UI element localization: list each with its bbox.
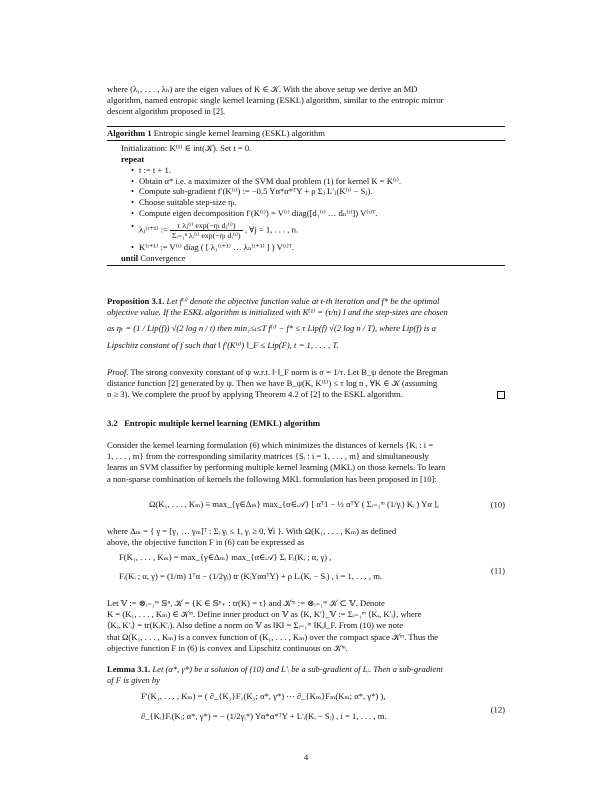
algorithm-step: • t := t + 1.: [131, 165, 505, 176]
page-number: 4: [303, 752, 309, 762]
proposition-label: Proposition 3.1.: [107, 296, 165, 306]
algorithm-steps: [121, 165, 505, 253]
lambda-denominator: Σᵢ₌₁ⁿ λᵢ⁽ᵗ⁾ exp(−ηₜ dᵢ⁽ᵗ⁾): [171, 230, 241, 240]
paragraph-line: ⟨Kᵢ, K′ᵢ⟩ = tr(KᵢK′ᵢ). Also define a norm on 𝕍 as ‖K‖ = Σᵢ₌₁ᵐ ‖Kᵢ‖_F. From (10) we note: [107, 620, 404, 631]
algorithm-step-kernel-update: • K⁽ᵗ⁺¹⁾ := V⁽ᵗ⁾ diag ( [ λ₁⁽ᵗ⁺¹⁾ … λₙ⁽ᵗ⁺¹⁾ ] ) V⁽ᵗ⁾ᵀ.: [131, 242, 505, 253]
algorithm-step: • Choose suitable step-size ηₜ.: [131, 197, 505, 208]
intro-line: algorithm, named entropic single kernel learning (ESKL) algorithm, similar to the entropic mirror: [107, 95, 444, 106]
paragraph-line: where Δₘ = { γ = [γ₁ … γₘ]ᵀ : Σᵢ γᵢ ≤ 1, γᵢ ≥ 0, ∀i }. With Ω(K₁, . . . , Kₘ) as defined: [107, 526, 397, 536]
paragraph-notation: [107, 598, 505, 654]
lemma-label: Lemma 3.1.: [107, 664, 151, 674]
paragraph-mkl: [107, 440, 505, 485]
paragraph-line: Consider the kernel learning formulation (6) which minimizes the distances of kernels {Kᵢ : i =: [107, 440, 434, 450]
algorithm-label: Algorithm 1: [107, 128, 152, 138]
equation-11-tag: (11): [491, 565, 505, 576]
intro-line: where (λ₁, . . . , λₙ) are the eigen values of K ∈ 𝒦. With the above setup we derive an MD: [107, 84, 418, 94]
paragraph-line: above, the objective function F in (6) can be expressed as: [107, 537, 305, 548]
algorithm-bottom-rule: [107, 265, 505, 266]
algorithm-title: Entropic single kernel learning (ESKL) algorithm: [153, 128, 325, 138]
intro-line: descent algorithm proposed in [2].: [107, 106, 226, 117]
lambda-fraction: [170, 221, 243, 240]
lemma-line: Let (α*, γ*) be a solution of (10) and L′ᵢ be a sub-gradient of Lᵢ. Then a sub-gradient: [152, 664, 443, 674]
qed-box: [497, 391, 505, 399]
paragraph-line: Let 𝕍 := ⊗ᵢ₌₁ᵐ 𝕊ⁿ, 𝒦 = {K ∈ 𝕊ⁿ₊ : tr(K) = τ} and 𝒦ᵐ := ⊗ᵢ₌₁ᵐ 𝒦 ⊂ 𝕍. Denote: [107, 598, 385, 608]
paragraph-line: that Ω(K₁, . . . , Kₘ) is a convex function of (K₁, . . . , Kₘ) over the compact space 𝒦ᵐ. Thus the: [107, 631, 439, 642]
proof: [107, 367, 505, 401]
until-condition: Convergence: [140, 252, 186, 263]
equation-11: [107, 550, 505, 592]
paragraph-line: objective function F in (6) is convex and Lipschitz continuous on 𝒦ᵐ.: [107, 642, 348, 653]
section-heading: [107, 418, 505, 429]
algorithm-body: [107, 141, 505, 263]
lambda-numerator: τ λⱼ⁽ᵗ⁾ exp(−ηₜ dⱼ⁽ᵗ⁾): [170, 221, 243, 231]
lemma-line: of F is given by: [107, 675, 160, 686]
lambda-lhs: λⱼ⁽ᵗ⁺¹⁾ :=: [139, 224, 168, 235]
equation-12-line: F′(K₁, . . . , Kₘ) = ( ∂_{K₁}F₁(K₁; α*, γ*) ⋯ ∂_{Kₘ}Fₘ(Kₘ; α*, γ*) ),: [141, 691, 386, 701]
paragraph-line: K = (K₁, . . . , Kₘ) ∈ 𝒦ᵐ. Define inner product on 𝕍 as ⟨K, K′⟩_𝕍 := Σᵢ₌₁ᵐ ⟨Kᵢ, K′ᵢ⟩, where: [107, 609, 422, 620]
algorithm-init: Initialization: K⁽¹⁾ ∈ int(𝒦). Set t = 0.: [121, 143, 252, 154]
proposition-line: Lipschitz constant of f such that ‖ f′(K⁽ᵗ⁾) ‖_F ≤ Lip(F), t = 1, . . . , T.: [107, 339, 339, 350]
proposition: [107, 296, 505, 351]
equation-11-line: Fᵢ(Kᵢ ; α, γ) = (1/m) 1ᵀα − (1/2γᵢ) tr (KᵢYααᵀY) + ρ Lᵢ(Kᵢ − Sᵢ) , i = 1, . . . , m.: [119, 571, 383, 582]
paragraph-line: learns an SVM classifier by performing multiple kernel learning (MKL) on those kernels. To learn: [107, 462, 446, 473]
equation-10-body: Ω(K₁, . . . , Kₘ) ≡ max_{γ∈Δₘ} max_{α∈𝒜} [ αᵀ1 − ½ αᵀY ( Σᵢ₌₁ᵐ (1/γᵢ) Kᵢ ) Yα ],: [149, 499, 440, 509]
algorithm-repeat: repeat: [121, 154, 145, 164]
until-keyword: until: [121, 252, 139, 263]
proof-label: Proof.: [107, 367, 129, 377]
equation-10-tag: (10): [490, 499, 505, 510]
proof-line: The strong convexity constant of ψ w.r.t. ‖·‖_F norm is σ = 1/τ. Let B_ψ denote the Bregman: [130, 367, 448, 377]
paragraph-line: a non-sparse combination of kernels the following MKL formulation has been proposed in [10]:: [107, 473, 437, 484]
section-number: 3.2: [107, 418, 118, 428]
equation-11-line: F(K₁, . . . , Kₘ) = max_{γ∈Δₘ} max_{α∈𝒜} Σᵢ Fᵢ(Kᵢ ; α, γ) ,: [119, 552, 332, 562]
algorithm-step: • Obtain α* i.e. a maximizer of the SVM dual problem (1) for kernel K = K⁽ᵗ⁾.: [131, 176, 505, 187]
algorithm-step: • Compute sub-gradient f′(K⁽ᵗ⁾) := −0.5 Yα*α*ᵀY + ρ Σⱼ L′ⱼ(K⁽ᵗ⁾ − Sⱼ).: [131, 186, 505, 197]
intro-paragraph: [107, 84, 505, 118]
proof-line: distance function [2] generated by ψ. Then we have B_ψ(K, K⁽¹⁾) ≤ τ log n , ∀K ∈ 𝒦 (assuming: [107, 378, 438, 389]
lemma: [107, 664, 505, 686]
equation-12-line: ∂_{Kᵢ}Fᵢ(Kᵢ; α*, γ*) = − (1/2γᵢ*) Yα*α*ᵀY + L′ᵢ(Kᵢ − Sᵢ) , i = 1, . . . , m.: [141, 711, 387, 722]
proposition-step-size: as ηₜ = (1 / Lip(f)) √(2 log n / t) then min₁≤ₜ≤T f⁽ᵗ⁾ − f* ≤ τ Lip(f) √(2 log n / T), where Lip(f) is a: [107, 323, 436, 334]
algorithm-caption: [107, 127, 505, 140]
algorithm-until: [107, 253, 505, 264]
proof-line: n ≥ 3). We complete the proof by applying Theorem 4.2 of [2] to the ESKL algorithm.: [107, 389, 403, 400]
algorithm-box: [107, 126, 505, 266]
equation-10: [107, 492, 505, 518]
lambda-rhs: , ∀j = 1, . . . , n.: [244, 224, 299, 235]
proposition-line: objective value. If the ESKL algorithm is initialized with K⁽¹⁾ = (τ/n) I and the step-sizes are chosen: [107, 307, 448, 318]
section-title: Entropic multiple kernel learning (EMKL) algorithm: [124, 418, 321, 428]
algorithm-step: • Compute eigen decomposition f′(K⁽ᵗ⁾) = V⁽ᵗ⁾ diag([d₁⁽ᵗ⁾ … dₙ⁽ᵗ⁾]) V⁽ᵗ⁾ᵀ.: [131, 208, 505, 219]
algorithm-step-lambda-update: [131, 219, 505, 242]
paragraph-line: 1, . . . , m} from the corresponding similarity matrices {Sᵢ : i = 1, . . . , m} and simultaneously: [107, 451, 429, 462]
paragraph-objective: [107, 526, 505, 548]
proposition-line: Let f⁽ᵗ⁾ denote the objective function value at t-th iteration and f* be the optimal: [166, 296, 440, 306]
equation-12-tag: (12): [490, 704, 505, 715]
equation-12: [107, 688, 505, 732]
